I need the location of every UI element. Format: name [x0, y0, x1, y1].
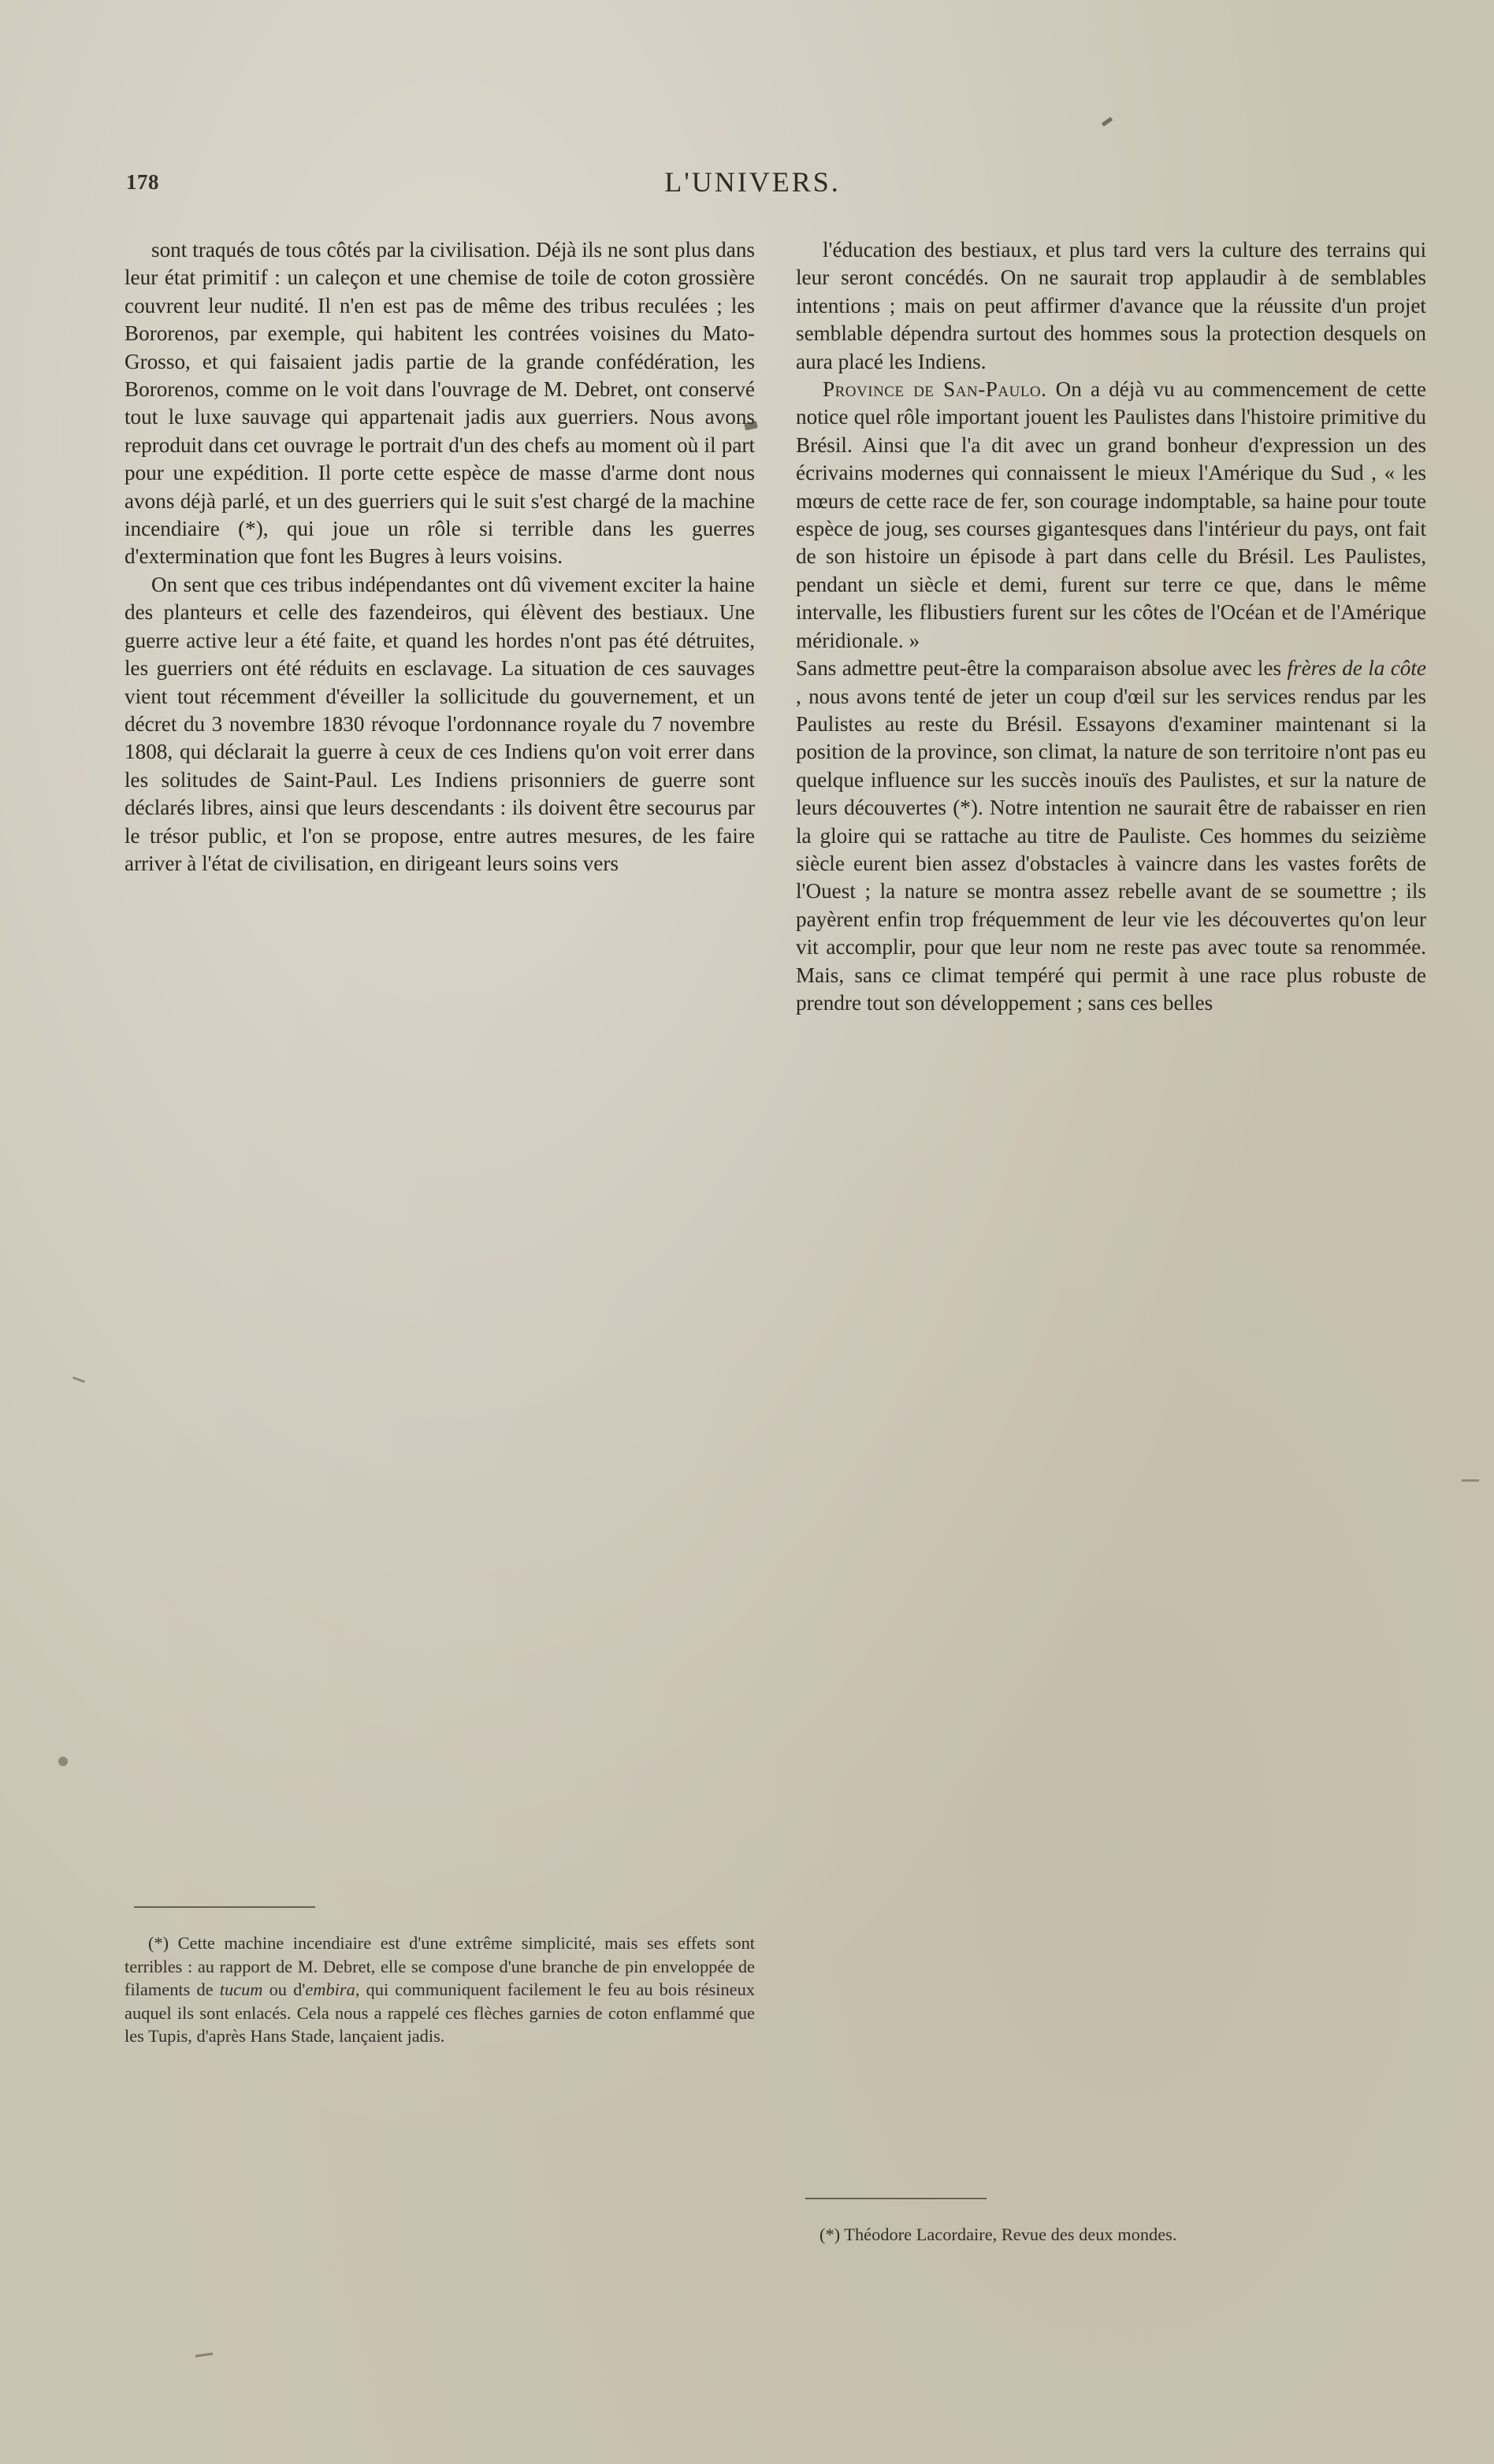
paragraph: l'éducation des bestiaux, et plus tard vers la culture des terrains qui leur seront concédés. On ne saurait trop applaudir à de semblables intentions ; mais on peut affirmer d'avance que la réussite d'un projet semblable dépendra surtout des hommes sous la protection desquels on aura placé les Indiens. — [796, 238, 1426, 373]
page-number: 178 — [126, 170, 159, 194]
footnote-text: (*) Théodore Lacordaire, Revue des deux mondes. — [819, 2225, 1177, 2244]
right-footnote — [796, 2223, 1426, 2247]
footnote-rule-right — [805, 2198, 987, 2199]
italic-term: embira — [305, 1980, 355, 1999]
section-paragraph — [796, 376, 1426, 655]
page-header — [126, 165, 1379, 197]
section-body: On a déjà vu au commencement de cette notice quel rôle important jouent les Paulistes dans l'histoire primitive du Brésil. Ainsi que l'a dit avec un grand bonheur d'expression un des écrivains modernes qui connaissent le mieux l'Amérique du Sud , « les mœurs de cette race de fer, son courage indomptable, sa haine pour toute espèce de joug, ses courses gigantesques dans l'intérieur du pays, ont fait de son histoire un épisode à part dans celle du Brésil. Les Paulistes, pendant un siècle et demi, furent sur terre ce que, dans le même intervalle, les flibustiers furent sur les côtes de l'Océan et de l'Amérique méridionale. » — [796, 377, 1426, 652]
italic-phrase: frères de la côte — [1287, 656, 1426, 681]
paragraph-after: Sans admettre peut-être la comparaison absolue avec les frères de la côte , nous avons tenté de jeter un coup d'œil sur les services rendus par les Paulistes au reste du Brésil. Essayons d'examiner maintenant si la position de la province, son climat, la nature de son territoire n'ont pas eu quelque influence sur les succès inouïs des Paulistes, et sur la nature de leurs découvertes (*). Notre intention ne saurait être de rabaisser en rien la gloire qui se rattache au titre de Pauliste. Ces hommes du seizième siècle eurent bien assez d'obstacles à vaincre dans les vastes forêts de l'Ouest ; la nature se montra assez rebelle avant de se soumettre ; ils payèrent enfin trop fréquemment de leur vie les découvertes qu'on leur vit accomplir, pour que leur nom ne reste pas avec toute sa renommée. Mais, sans ce climat tempéré qui permit à une race plus robuste de prendre tout son développement ; sans ces belles — [796, 656, 1426, 1015]
left-text-column — [124, 236, 755, 878]
footnote-text: (*) Cette machine incendiaire est d'une extrême simplicité, mais ses effets sont terribles : au rapport de M. Debret, elle se compose d'une branche de pin enveloppée de filaments de tucum ou d'embira, qui communiquent facilement le feu au bois résineux auquel ils sont enlacés. Cela nous a rappelé ces flèches garnies de coton enflammé que les Tupis, d'après Hans Stade, lançaient jadis. — [124, 1933, 755, 2046]
footnote-rule-left — [134, 1906, 315, 1908]
running-title: L'UNIVERS. — [664, 166, 841, 198]
section-heading: Province de San-Paulo. — [823, 377, 1047, 402]
left-footnote — [124, 1931, 755, 2048]
paragraph: sont traqués de tous côtés par la civilisation. Déjà ils ne sont plus dans leur état primitif : un caleçon et une chemise de toile de coton grossière couvrent leur nudité. Il n'en est pas de même des tribus reculées ; les Bororenos, par exemple, qui habitent les contrées voisines du Mato-Grosso, et qui faisaient jadis partie de la grande confédération, les Bororenos, comme on le voit dans l'ouvrage de M. Debret, ont conservé tout le luxe sauvage qui appartenait jadis aux guerriers. Nous avons reproduit dans cet ouvrage le portrait d'un des chefs au moment où il part pour une expédition. Il porte cette espèce de masse d'arme dont nous avons déjà parlé, et un des guerriers qui le suit s'est chargé de la machine incendiaire (*), qui joue un rôle si terrible dans les guerres d'extermination que font les Bugres à leurs voisins. — [124, 238, 755, 569]
paragraph: On sent que ces tribus indépendantes ont dû vivement exciter la haine des planteurs et celle des fazendeiros, qui élèvent des bestiaux. Une guerre active leur a été faite, et quand les hordes n'ont pas été détruites, les guerriers ont été réduits en esclavage. La situation de ces sauvages vient tout récemment d'éveiller la sollicitude du gouvernement, et un décret du 3 novembre 1830 révoque l'ordonnance royale du 7 novembre 1808, qui déclarait la guerre à ceux de ces Indiens qu'on voit errer dans les solitudes de Saint-Paul. Les Indiens prisonniers de guerre sont déclarés libres, ainsi que leurs descendants : ils doivent être secourus par le trésor public, et l'on se propose, entre autres mesures, de les faire arriver à l'état de civilisation, en dirigeant leurs soins vers — [124, 572, 755, 875]
right-text-column — [796, 236, 1426, 1017]
italic-term: tucum — [219, 1980, 263, 1999]
stray-ink-mark-right — [1462, 1479, 1479, 1482]
stray-ink-dot-left — [58, 1757, 68, 1766]
